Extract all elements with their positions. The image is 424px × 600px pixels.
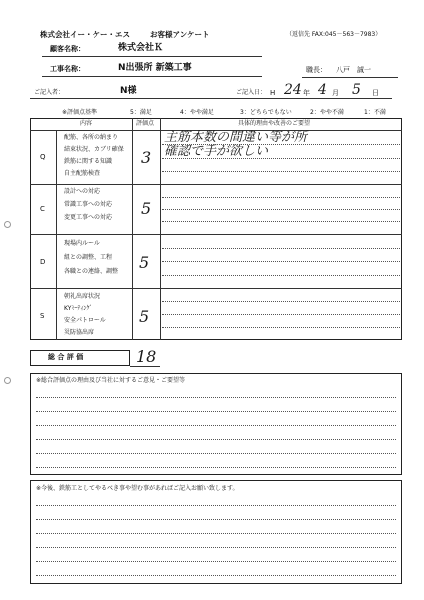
total-evaluation-label: 総 合 評 価 xyxy=(48,353,84,361)
row-q-dotted-line xyxy=(162,144,400,145)
date-month-unit: 月 xyxy=(332,89,339,97)
project-underline xyxy=(42,76,262,77)
overall-reason-line xyxy=(36,411,396,412)
date-day: 5 xyxy=(352,82,361,98)
column-header-content: 内容 xyxy=(80,120,93,127)
project-label: 工事名称： xyxy=(50,65,85,73)
overall-reason-line xyxy=(36,453,396,454)
category-s: S xyxy=(40,312,45,320)
row-s-dotted-line xyxy=(162,314,400,315)
row-s-item-3: 安全パトロール xyxy=(64,317,106,324)
row-c-item-2: 常識工事への対応 xyxy=(64,201,113,208)
legend-item-4: 4：やや満足 xyxy=(180,109,214,116)
future-requests-line xyxy=(36,575,396,576)
row-q-item-1: 配筋、各所の納まり xyxy=(64,134,119,141)
customer-underline xyxy=(42,56,262,57)
punch-hole-top xyxy=(4,221,11,228)
overall-reason-line xyxy=(36,467,396,468)
row-s-dotted-line xyxy=(162,301,400,302)
total-evaluation-underline xyxy=(130,366,160,367)
overall-reason-label: ※総合評価点の理由及び当社に対するご意見・ご要望等 xyxy=(36,377,186,384)
row-c-dotted-line xyxy=(162,197,400,198)
row-s-item-4: 災防協出席 xyxy=(64,329,95,336)
legend-item-3: 3：どちらでもない xyxy=(240,109,292,116)
category-q: Q xyxy=(40,153,46,161)
future-requests-line xyxy=(36,561,396,562)
future-requests-line xyxy=(36,533,396,534)
legend-title: ※評価点基準 xyxy=(62,109,98,116)
row-d-dotted-line xyxy=(162,261,400,262)
row-s-score: 5 xyxy=(139,307,150,326)
chief-value: 八戸 誠一 xyxy=(336,66,371,74)
future-requests-line xyxy=(36,547,396,548)
legend-item-5: 5：満足 xyxy=(130,109,152,116)
row-d-item-3: 各職との連絡、調整 xyxy=(64,268,119,275)
table-col-divider-cat xyxy=(56,130,57,340)
category-d: D xyxy=(40,258,46,266)
total-evaluation-value: 18 xyxy=(136,347,157,366)
date-label: ご記入日： xyxy=(236,89,267,96)
future-requests-line xyxy=(36,519,396,520)
row-q-dotted-line xyxy=(162,158,400,159)
row-q-comment-line-1: 主筋本数の間違い等が所 xyxy=(164,130,308,145)
fax-number: （返信先 FAX:045－563－7983） xyxy=(286,31,382,38)
row-q-dotted-line xyxy=(162,171,400,172)
row-q-item-4: 自主配筋検査 xyxy=(64,170,101,177)
row-c-item-3: 変更工事への対応 xyxy=(64,214,113,221)
date-underline xyxy=(232,98,392,99)
row-s-item-1: 朝礼出席状況 xyxy=(64,293,101,300)
row-c-dotted-line xyxy=(162,221,400,222)
legend-item-1: 1：不満 xyxy=(364,109,386,116)
row-q-score: 3 xyxy=(141,148,152,167)
row-q-item-2: 結束状況、カブリ確保 xyxy=(64,146,124,153)
row-s-dotted-line xyxy=(162,327,400,328)
row-divider-1 xyxy=(30,184,402,185)
row-d-item-2: 組との調整、工程 xyxy=(64,254,113,261)
chief-label: 職長： xyxy=(306,66,327,74)
row-c-dotted-line xyxy=(162,209,400,210)
overall-reason-line xyxy=(36,439,396,440)
date-day-unit: 日 xyxy=(372,89,379,97)
project-value: N出張所 新築工事 xyxy=(118,63,192,73)
punch-hole-bottom xyxy=(4,377,11,384)
row-divider-2 xyxy=(30,234,402,235)
date-month: 4 xyxy=(318,82,327,98)
overall-reason-line xyxy=(36,425,396,426)
survey-title: お客様アンケート xyxy=(150,30,210,39)
table-col-divider-score xyxy=(160,118,161,340)
date-year-unit: 年 xyxy=(303,89,310,97)
category-c: C xyxy=(40,205,45,213)
overall-reason-box xyxy=(30,373,402,475)
customer-label: 顧客名称： xyxy=(50,45,85,53)
row-divider-3 xyxy=(30,288,402,289)
column-header-reason: 具体的理由や改善のご要望 xyxy=(238,120,311,127)
row-c-score: 5 xyxy=(141,199,152,218)
row-d-item-1: 現場内ルール xyxy=(64,240,100,247)
overall-reason-line xyxy=(36,397,396,398)
table-col-divider-content xyxy=(132,118,133,340)
date-era: H xyxy=(270,89,276,97)
customer-value: 株式会社Ｋ xyxy=(118,43,164,53)
row-q-comment-line-2: 確認で手が欲しい xyxy=(164,144,269,159)
row-s-item-2: KYﾐｰﾃｨﾝｸﾞ xyxy=(64,305,93,312)
respondent-underline xyxy=(30,98,260,99)
row-c-item-1: 設計への対応 xyxy=(64,188,101,195)
row-d-dotted-line xyxy=(162,275,400,276)
date-year: 24 xyxy=(284,82,302,98)
row-d-score: 5 xyxy=(139,253,150,272)
respondent-label: ご記入者： xyxy=(34,89,65,96)
legend-item-2: 2：やや不満 xyxy=(310,109,344,116)
chief-underline xyxy=(302,77,398,78)
company-name: 株式会社イー・ケー・エス xyxy=(40,30,130,39)
future-requests-box xyxy=(30,480,402,584)
column-header-score: 評価点 xyxy=(136,120,155,127)
row-q-item-3: 鉄筋に関する知識 xyxy=(64,158,113,165)
future-requests-label: ※今後、鉄筋工としてやるべき事や望む事があればご記入お願い致します。 xyxy=(36,485,239,492)
row-d-dotted-line xyxy=(162,248,400,249)
future-requests-line xyxy=(36,505,396,506)
respondent-value: N様 xyxy=(120,86,137,96)
